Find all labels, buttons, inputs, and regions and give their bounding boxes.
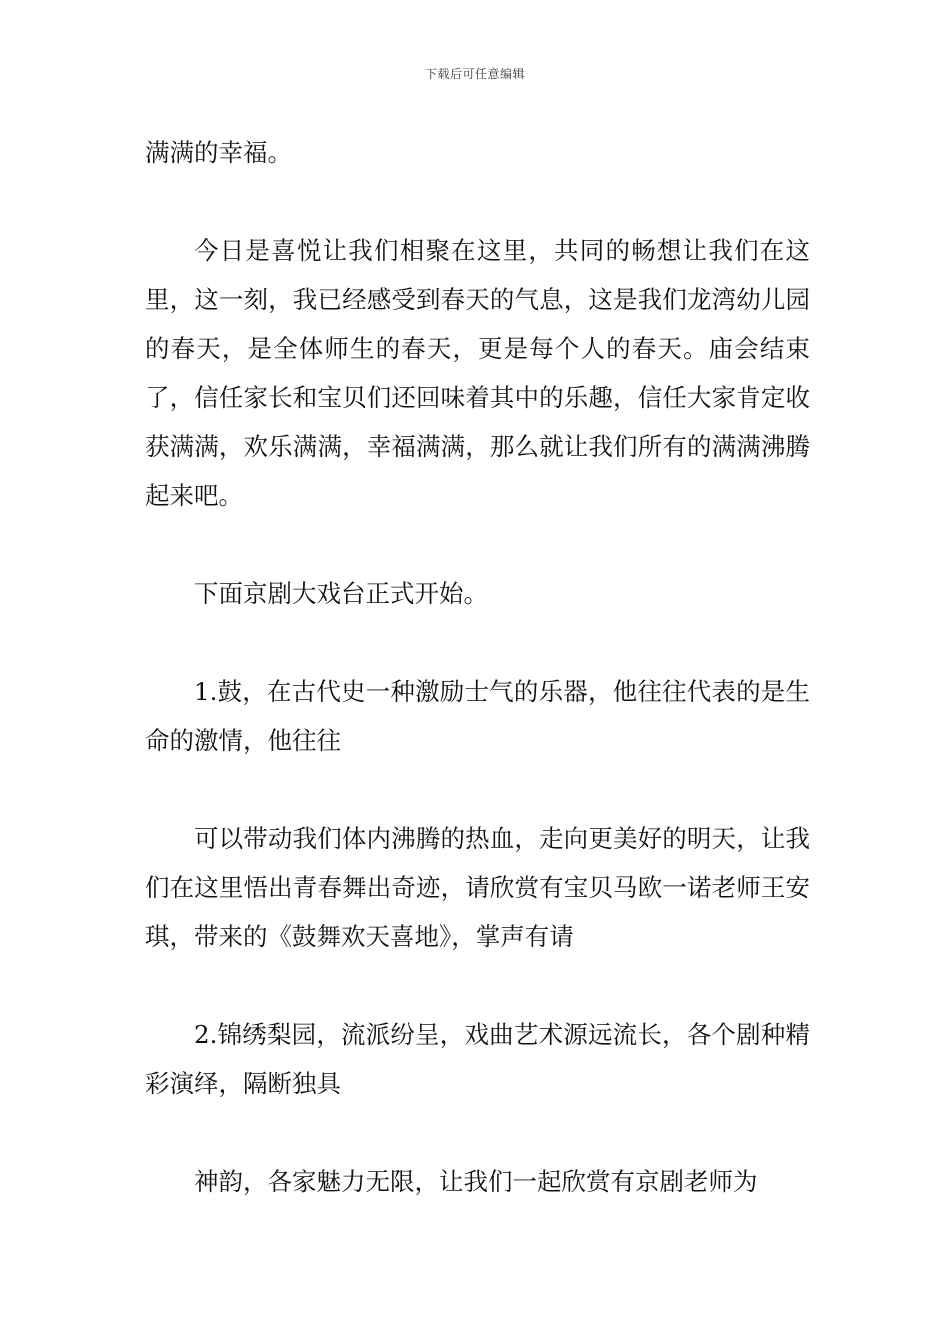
paragraph-item-1: 1.鼓，在古代史一种激励士气的乐器，他往往代表的是生命的激情，他往往	[145, 677, 810, 755]
paragraph-item-2-continued: 神韵，各家魅力无限，让我们一起欣赏有京剧老师为	[194, 1167, 758, 1196]
paragraph-continuation: 满满的幸福。	[145, 138, 292, 167]
paragraph-opening: 下面京剧大戏台正式开始。	[194, 579, 488, 608]
paragraph-item-2: 2.锦绣梨园，流派纷呈，戏曲艺术源远流长，各个剧种精彩演绎，隔断独具	[145, 1020, 810, 1098]
paragraph-gathering: 今日是喜悦让我们相聚在这里，共同的畅想让我们在这里，这一刻，我已经感受到春天的气息，这是我们龙湾幼儿园的春天，是全体师生的春天，更是每个人的春天。庙会结束了，信任家长和宝贝们还回味着其中的乐趣，信任大家肯定收获满满，欢乐满满，幸福满满，那么就让我们所有的满满沸腾起来吧。	[145, 236, 810, 510]
document-body	[145, 128, 810, 1206]
page-header: 下载后可任意编辑	[424, 67, 525, 81]
paragraph-item-1-continued: 可以带动我们体内沸腾的热血，走向更美好的明天，让我们在这里悟出青春舞出奇迹，请欣赏有宝贝马欧一诺老师王安琪，带来的《鼓舞欢天喜地》，掌声有请	[145, 824, 810, 951]
